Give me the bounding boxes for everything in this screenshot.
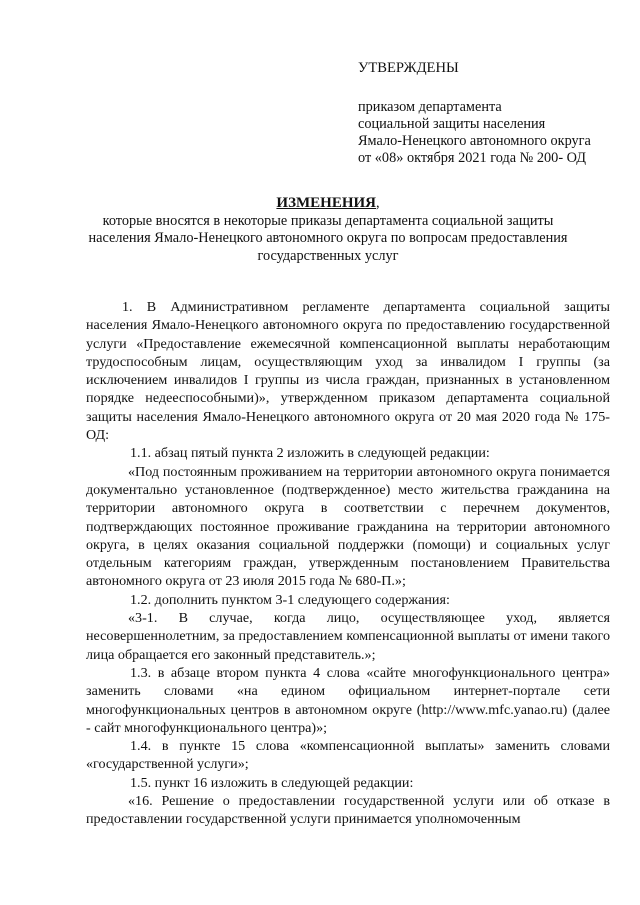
approval-line: от «08» октября 2021 года № 200- ОД xyxy=(358,150,587,166)
document-title: ИЗМЕНЕНИЯ xyxy=(276,195,376,211)
approval-line: социальной защиты населения xyxy=(358,116,546,132)
heading-subtitle-line: населения Ямало-Ненецкого автономного округа по вопросам предоставления xyxy=(88,230,568,246)
paragraph-item-1-5: 1.5. пункт 16 изложить в следующей редакции: xyxy=(130,774,414,791)
paragraph-item-1-3: 1.3. в абзаце втором пункта 4 слова «сайте многофункционального центра» заменить словами «на едином официальном интернет-портале сети многофункциональных центров в автономном округе (http://www.mfc.yanao.ru) (далее - сайт многофункционального центра)»; xyxy=(86,664,610,736)
title-suffix: , xyxy=(376,195,380,211)
document-heading xyxy=(60,195,596,265)
approval-block xyxy=(358,60,628,167)
approval-line: приказом департамента xyxy=(358,99,502,115)
paragraph-item-1-2: 1.2. дополнить пунктом 3-1 следующего содержания: xyxy=(130,591,450,608)
approval-title: УТВЕРЖДЕНЫ xyxy=(358,60,459,76)
quoted-paragraph: «Под постоянным проживанием на территории автономного округа понимается документально установленное (подтвержденное) место жительства гражданина на территории автономного округа в соответствии с перечнем документов, подтверждающих постоянное проживание гражданина на территории автономного округа, в целях оказания социальной поддержки (помощи) и социальных услуг отдельным категориям граждан, утвержденным постановлением Правительства автономного округа от 23 июля 2015 года № 680-П.»; xyxy=(86,463,610,590)
paragraph-item-1-1: 1.1. абзац пятый пункта 2 изложить в следующей редакции: xyxy=(130,445,490,462)
approval-line: Ямало-Ненецкого автономного округа xyxy=(358,133,591,149)
heading-title-line xyxy=(60,195,596,213)
paragraph-item-1: 1. В Административном регламенте департамента социальной защиты населения Ямало-Ненецкого автономного округа по предоставлению государственной услуги «Предоставление ежемесячной компенсационной выплаты неработающим трудоспособным лицам, осуществляющим уход за инвалидом I группы (за исключением инвалидов I группы из числа граждан, признанных в установленном порядке недееспособными)», утвержденном приказом департамента социальной защиты населения Ямало-Ненецкого автономного округа от 20 мая 2020 года № 175-ОД: xyxy=(86,299,610,444)
paragraph-item-1-4: 1.4. в пункте 15 слова «компенсационной выплаты» заменить словами «государственной услуги»; xyxy=(86,738,610,773)
heading-subtitle-line: которые вносятся в некоторые приказы департамента социальной защиты xyxy=(102,212,554,229)
quoted-paragraph: «3-1. В случае, когда лицо, осуществляющее уход, является несовершеннолетним, за предоставлением компенсационной выплаты от имени такого лица обращается его законный представитель.»; xyxy=(86,610,610,663)
quoted-paragraph: «16. Решение о предоставлении государственной услуги или об отказе в предоставлении государственной услуги принимается уполномоченным xyxy=(86,793,610,828)
document-body xyxy=(86,298,610,829)
heading-subtitle-line: государственных услуг xyxy=(257,247,399,264)
